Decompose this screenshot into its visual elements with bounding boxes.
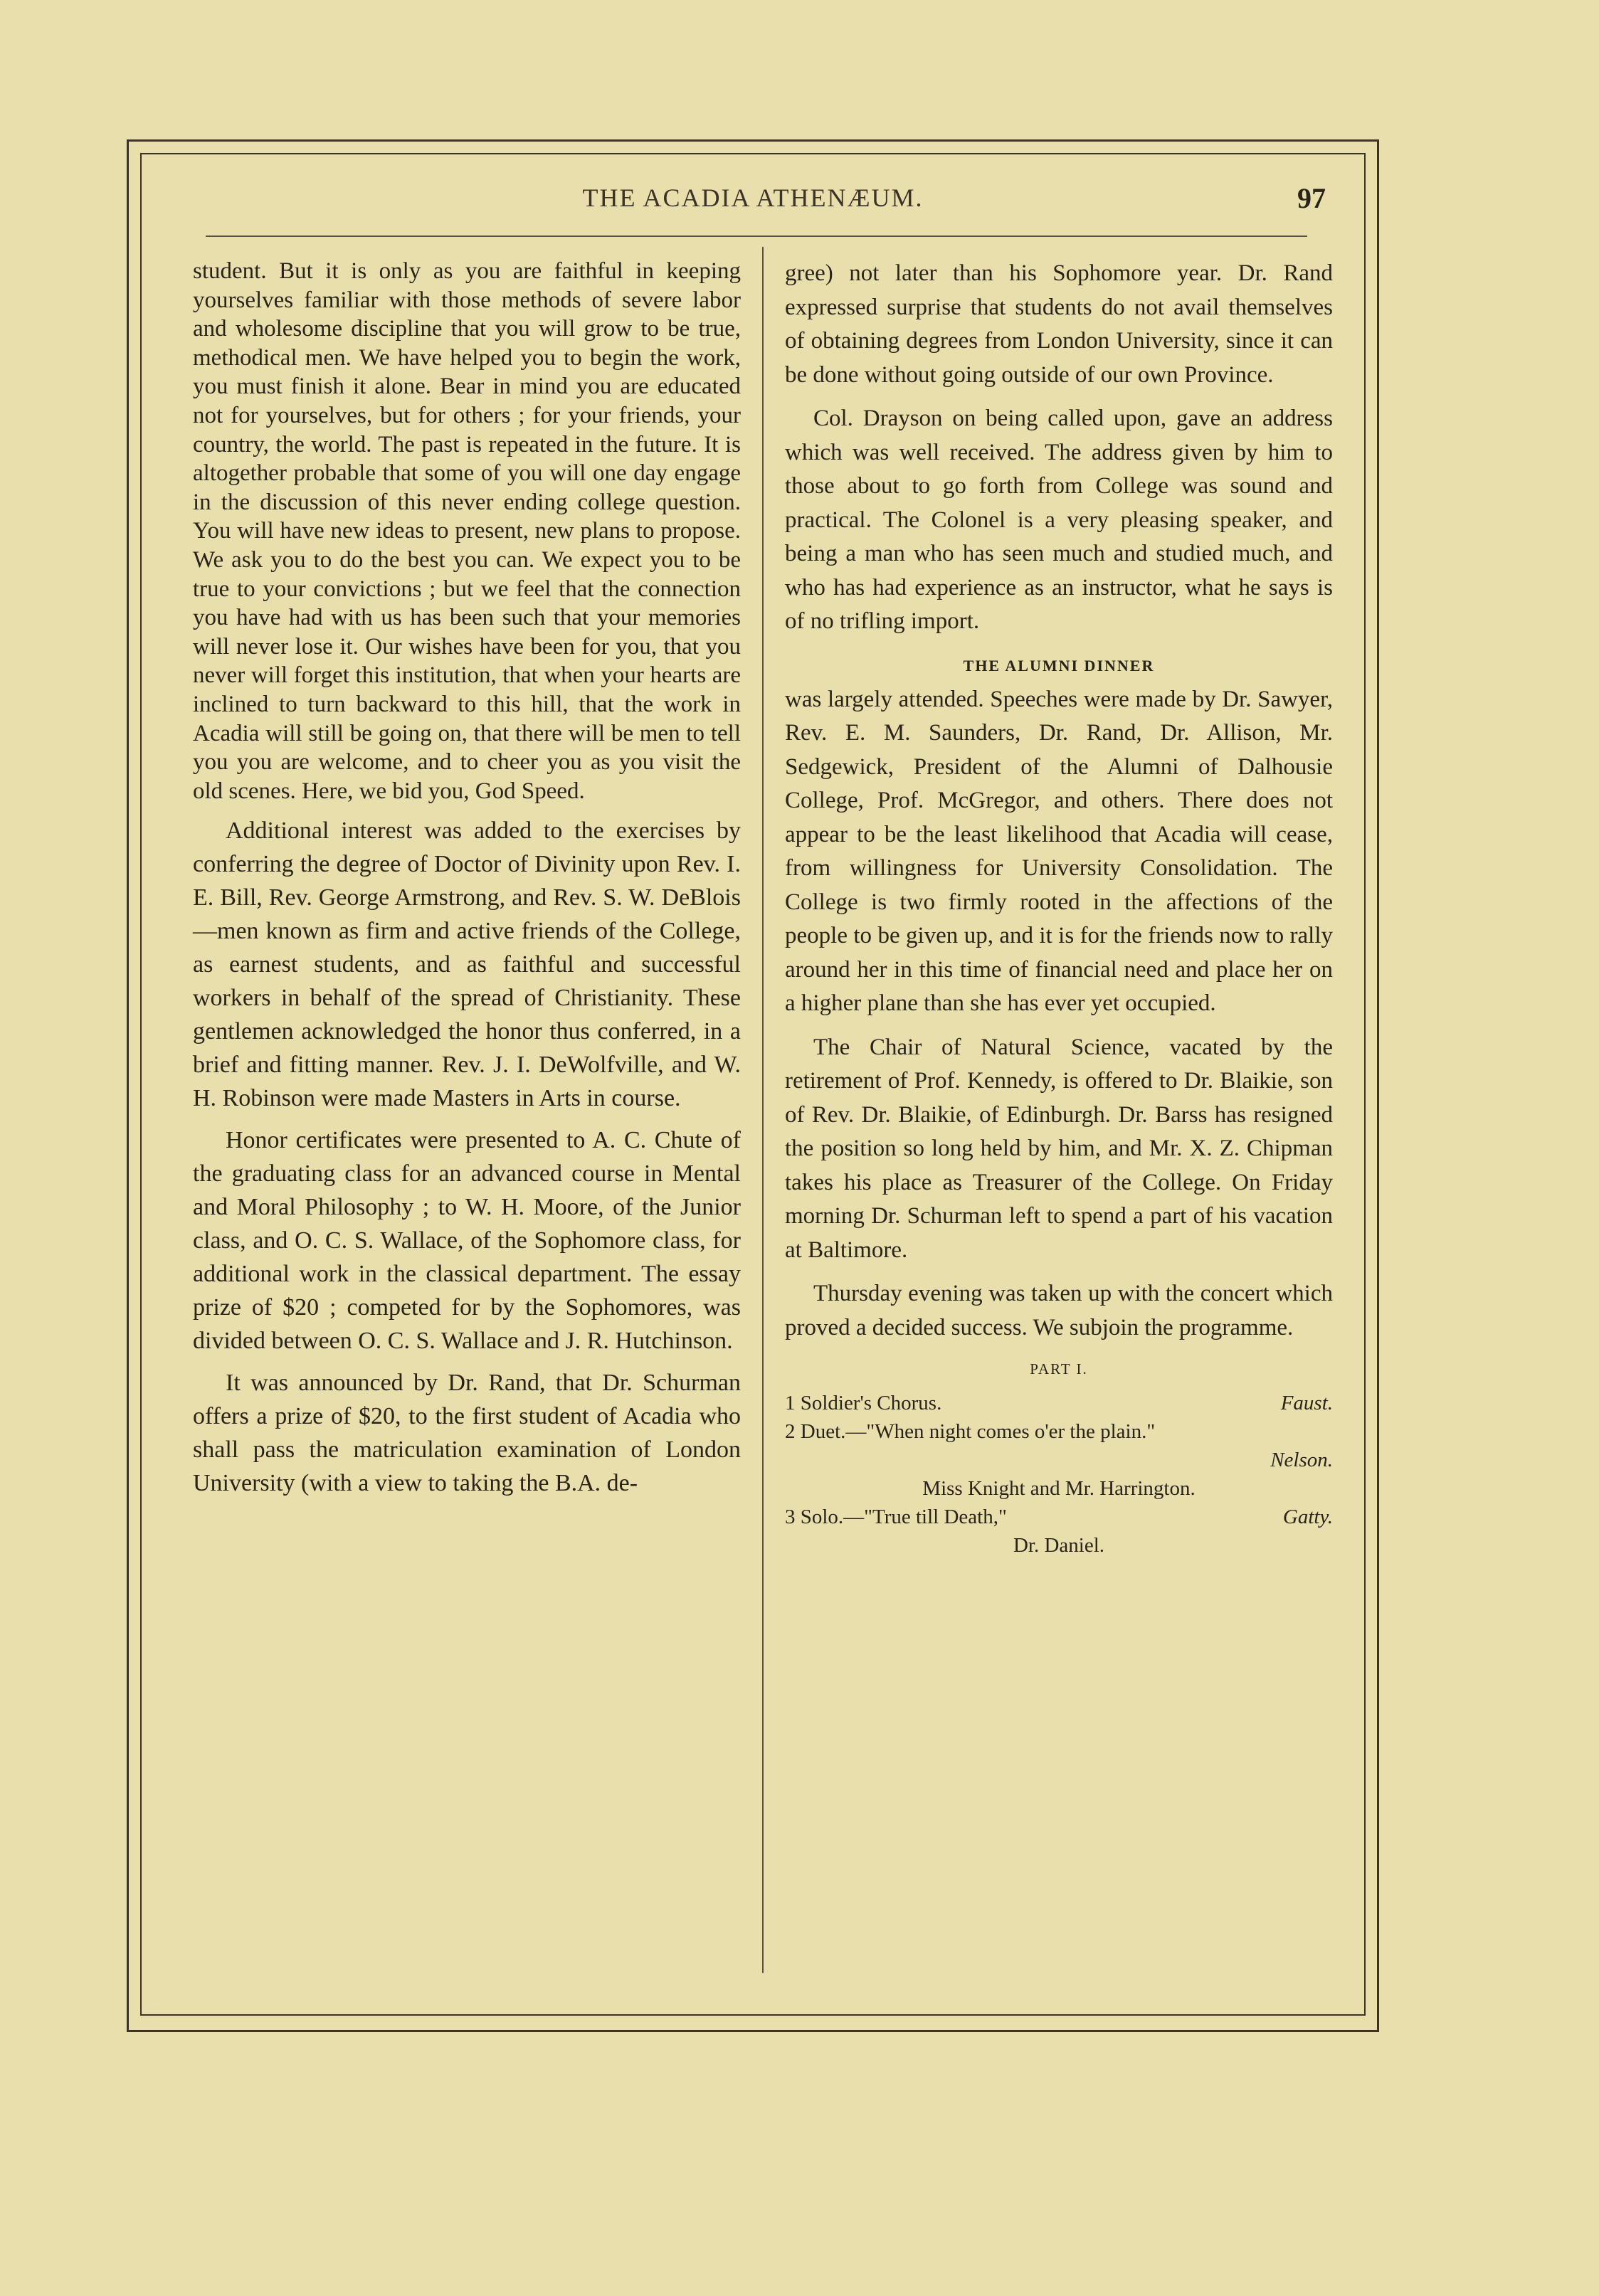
programme-part-heading: PART I. <box>1030 1360 1088 1377</box>
right-paragraph-5: Thursday evening was taken up with the concert which proved a decided success. We subjoin the programme. <box>785 1281 1333 1340</box>
programme-list <box>785 1389 1333 1560</box>
inner-frame <box>140 153 1366 2016</box>
header-rule <box>206 236 1307 237</box>
alumni-dinner-heading: THE ALUMNI DINNER <box>963 656 1155 674</box>
programme-item-3-composer: Gatty. <box>1282 1506 1333 1528</box>
right-paragraph-3: was largely attended. Speeches were made by Dr. Sawyer, Rev. E. M. Saunders, Dr. Rand, Dr. Allison, Mr. Sedgewick, President of the Alumni of Dalhousie College, Prof. McGregor, and others. There does not appear to be the least likelihood that Acadia will cease, from willingness for University Consolidation. The College is two firmly rooted in the affections of the people to be given up, and it is for the friends now to rally around her in this time of financial need and place her on a higher plane than she has ever yet occupied. <box>785 686 1333 1016</box>
programme-item-3 <box>785 1503 1333 1531</box>
right-column <box>785 257 1333 1560</box>
column-divider <box>762 247 764 1973</box>
programme-item-1 <box>785 1389 1333 1417</box>
programme-item-1-composer: Faust. <box>1280 1392 1333 1414</box>
programme-item-2-composer: Nelson. <box>1270 1449 1333 1471</box>
running-head <box>142 183 1364 226</box>
left-column <box>193 257 741 1500</box>
right-paragraph-4: The Chair of Natural Science, vacated by the retirement of Prof. Kennedy, is offered to Dr. Blaikie, son of Rev. Dr. Blaikie, of Edinburgh. Dr. Barss has resigned the position so long held by him, and Mr. X. Z. Chipman takes his place as Treasurer of the College. On Friday morning Dr. Schurman left to spend a part of his vacation at Baltimore. <box>785 1034 1333 1263</box>
programme-item-2-performers: Miss Knight and Mr. Harrington. <box>922 1477 1196 1500</box>
page-frame <box>127 139 1379 2032</box>
left-paragraph-2: Additional interest was added to the exercises by conferring the degree of Doctor of Divinity upon Rev. I. E. Bill, Rev. George Armstrong, and Rev. S. W. DeBlois—men known as firm and active friends of the College, as earnest students, and as faithful and successful workers in behalf of the spread of Christianity. These gentlemen acknowledged the honor thus conferred, in a brief and fitting manner. Rev. J. I. DeWolfville, and W. H. Robinson were made Masters in Arts in course. <box>193 818 741 1112</box>
right-paragraph-2: Col. Drayson on being called upon, gave an address which was well received. The address given by him to those about to go forth from College was sound and practical. The Colonel is a very pleasing speaker, and being a man who has seen much and studied much, and who has had experience as an instructor, what he says is of no trifling import. <box>785 406 1333 634</box>
left-body-text <box>193 814 741 1500</box>
programme-item-3-title: 3 Solo.—"True till Death," <box>785 1506 1007 1528</box>
programme-item-1-title: 1 Soldier's Chorus. <box>785 1392 942 1414</box>
programme-item-2-title: 2 Duet.—"When night comes o'er the plain." <box>785 1420 1156 1443</box>
left-paragraph-1: student. But it is only as you are faithful in keeping yourselves familiar with those methods of severe labor and wholesome discipline that you will grow to be true, methodical men. We have helped you to begin the work, you must finish it alone. Bear in mind you are educated not for yourselves, but for others ; for your friends, your country, the world. The past is repeated in the future. It is altogether probable that some of you will one day engage in the discussion of this never ending college question. You will have new ideas to present, new plans to propose. We ask you to do the best you can. We expect you to be true to your convictions ; but we feel that the connection you have had with us has been such that your memories will never lose it. Our wishes have been for you, that you never will forget this institution, that when your hearts are inclined to turn backward to this hill, that the work in Acadia will still be going on, that there will be men to tell you you are welcome, and to cheer you as you visit the old scenes. Here, we bid you, God Speed. <box>193 258 741 804</box>
programme-item-3-performer: Dr. Daniel. <box>1013 1534 1105 1557</box>
running-title: THE ACADIA ATHENÆUM. <box>582 184 924 212</box>
left-paragraph-3: Honor certificates were presented to A. C. Chute of the graduating class for an advanced course in Mental and Moral Philosophy ; to W. H. Moore, of the Junior class, and O. C. S. Wallace, of the Sophomore class, for additional work in the classical department. The essay prize of $20 ; competed for by the Sophomores, was divided between O. C. S. Wallace and J. R. Hutchinson. <box>193 1127 741 1355</box>
page-number: 97 <box>1297 182 1326 214</box>
right-paragraph-1: gree) not later than his Sophomore year. Dr. Rand expressed surprise that students do not avail themselves of obtaining degrees from London University, since it can be done without going outside of our own Province. <box>785 260 1333 388</box>
left-paragraph-4: It was announced by Dr. Rand, that Dr. Schurman offers a prize of $20, to the first student of Acadia who shall pass the matriculation examination of London University (with a view to taking the B.A. de- <box>193 1370 741 1497</box>
